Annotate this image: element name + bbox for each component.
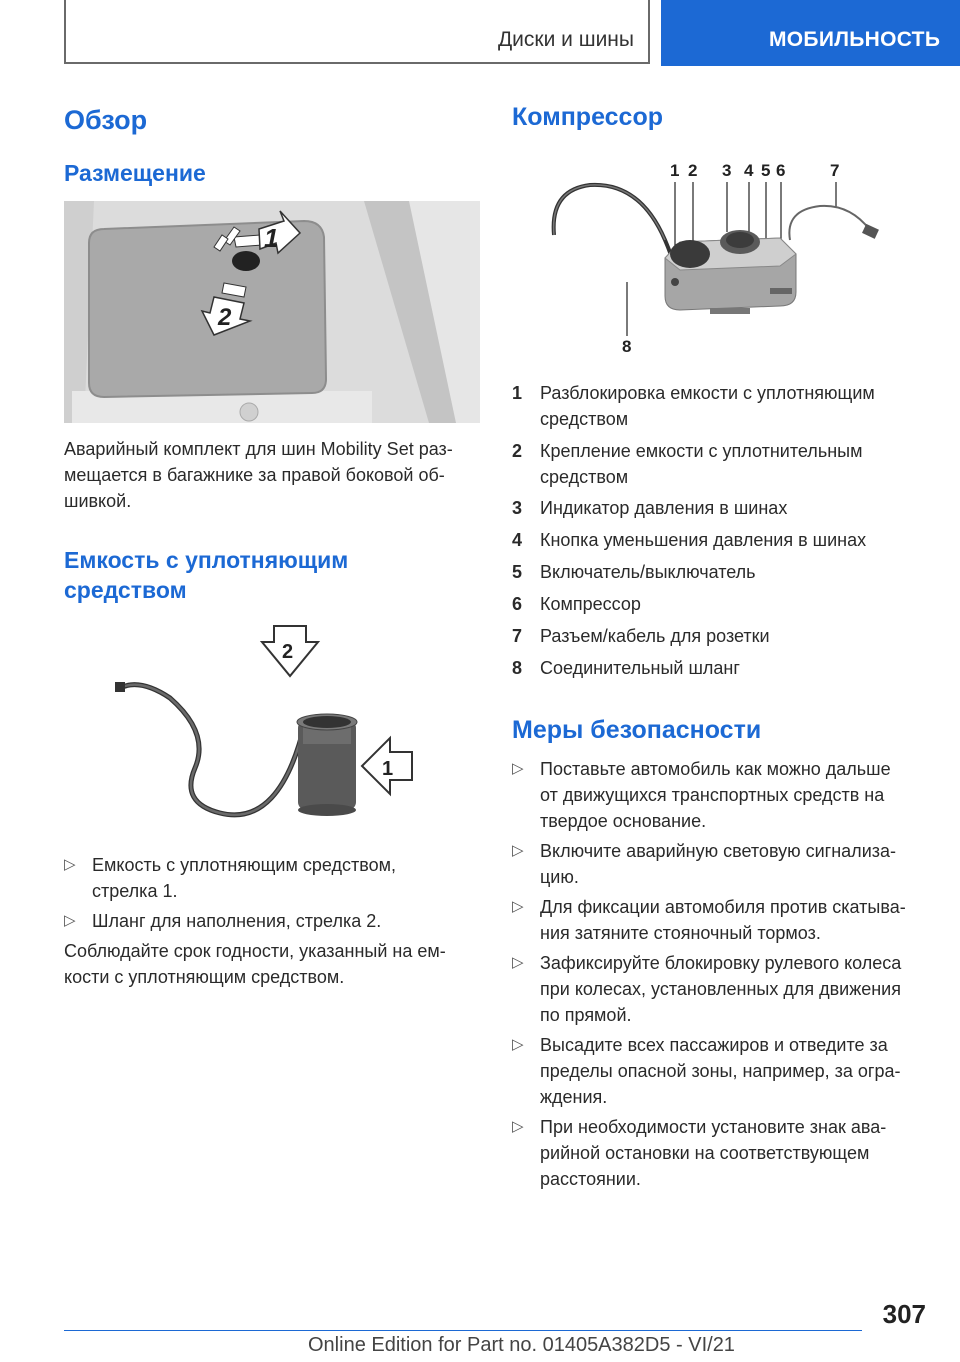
safety-bullet	[512, 1114, 942, 1192]
legend-item	[512, 438, 932, 490]
legend-line: Компрессор	[540, 594, 641, 614]
bullet-line: Зафиксируйте блокировку рулевого колеса	[540, 953, 902, 973]
section-title-safety: Меры безопасности	[512, 716, 762, 744]
bullet-line: ния затяните стояночный тормоз.	[540, 923, 821, 943]
paragraph-line: мещается в багажнике за правой боковой об-	[64, 465, 445, 485]
heading-line: средством	[64, 577, 187, 603]
safety-bullet	[512, 894, 942, 946]
legend-item	[512, 655, 932, 681]
legend-number: 2	[512, 441, 523, 461]
trunk-label-2: 2	[218, 304, 232, 331]
legend-number: 3	[512, 498, 523, 518]
bullet-line: по прямой.	[540, 1005, 632, 1025]
bullet-line: Включите аварийную световую сигнализа-	[540, 841, 897, 861]
container-label-1: 1	[382, 758, 394, 780]
paragraph-line: кости с уплотняющим средством.	[64, 967, 345, 987]
legend-number: 1	[512, 383, 523, 403]
bullet-triangle-icon: ▷	[512, 898, 524, 915]
compressor-label-1: 1	[670, 161, 680, 180]
bullet-line: твердое основание.	[540, 811, 707, 831]
bullet-line: При необходимости установите знак ава-	[540, 1117, 887, 1137]
bullet-line: Поставьте автомобиль как можно дальше	[540, 759, 891, 779]
bullet-line: Шланг для наполнения, стрелка 2.	[92, 911, 382, 931]
legend-line: Разъем/кабель для розетки	[540, 626, 770, 646]
bullet-triangle-icon: ▷	[512, 954, 524, 971]
legend-number: 6	[512, 594, 523, 614]
legend-line: Крепление емкости с уплотнительным	[540, 441, 863, 461]
bullet-triangle-icon: ▷	[64, 856, 76, 873]
bullet-line: стрелка 1.	[92, 881, 178, 901]
bullet-item	[64, 908, 474, 934]
legend-line: средством	[540, 409, 629, 429]
legend-item	[512, 591, 932, 617]
legend-item	[512, 623, 932, 649]
compressor-figure	[530, 150, 900, 360]
compressor-label-6: 6	[776, 161, 786, 180]
legend-line: Включатель/выключатель	[540, 562, 756, 582]
bullet-triangle-icon: ▷	[512, 842, 524, 859]
safety-bullet	[512, 838, 942, 890]
section-title-compressor: Компрессор	[512, 103, 663, 131]
bullet-line: Емкость с уплотняющим средством,	[92, 855, 396, 875]
safety-bullet	[512, 756, 942, 834]
section-title-overview: Обзор	[64, 105, 148, 135]
compressor-label-5: 5	[761, 161, 771, 180]
legend-item	[512, 527, 932, 553]
header-section: Диски и шины	[497, 28, 634, 51]
legend-number: 8	[512, 658, 523, 678]
legend-line: Разблокировка емкости с уплотняющим	[540, 383, 875, 403]
compressor-label-7: 7	[830, 161, 840, 180]
bullet-line: цию.	[540, 867, 579, 887]
legend-number: 7	[512, 626, 523, 646]
placement-paragraph	[64, 436, 453, 514]
header-box	[64, 0, 650, 64]
footer-edition: Online Edition for Part no. 01405A382D5 - VI/21	[308, 1334, 735, 1356]
legend-item	[512, 380, 932, 432]
safety-bullet	[512, 1032, 942, 1110]
page-number: 307	[882, 1299, 926, 1329]
bullet-triangle-icon: ▷	[512, 760, 524, 777]
compressor-label-8: 8	[622, 337, 632, 356]
bullet-triangle-icon: ▷	[512, 1118, 524, 1135]
trunk-label-1: 1	[264, 223, 279, 253]
header-chapter-tab[interactable]	[661, 0, 960, 66]
header-chapter: МОБИЛЬНОСТЬ	[769, 28, 941, 51]
bullet-line: пределы опасной зоны, например, за огра-	[540, 1061, 901, 1081]
expiry-paragraph	[64, 938, 446, 990]
bullet-line: расстоянии.	[540, 1169, 641, 1189]
legend-line: Соединительный шланг	[540, 658, 740, 678]
bullet-line: Для фиксации автомобиля против скатыва-	[540, 897, 906, 917]
bullet-triangle-icon: ▷	[64, 912, 76, 929]
paragraph-line: шивкой.	[64, 491, 132, 511]
legend-item	[512, 495, 932, 521]
legend-line: средством	[540, 467, 629, 487]
bullet-item	[64, 852, 474, 904]
legend-number: 4	[512, 530, 523, 550]
heading-line: Емкость с уплотняющим	[64, 547, 349, 573]
subsection-sealant-container	[64, 545, 348, 605]
trunk-figure	[64, 201, 480, 423]
legend-number: 5	[512, 562, 523, 582]
bullet-triangle-icon: ▷	[512, 1036, 524, 1053]
compressor-label-3: 3	[722, 161, 732, 180]
compressor-label-2: 2	[688, 161, 698, 180]
subsection-placement: Размещение	[64, 160, 206, 186]
bullet-line: при колесах, установленных для движения	[540, 979, 901, 999]
footer-divider	[64, 1330, 862, 1331]
container-label-2: 2	[282, 641, 294, 663]
bullet-line: рийной остановки на соответствующем	[540, 1143, 870, 1163]
legend-line: Индикатор давления в шинах	[540, 498, 788, 518]
compressor-label-4: 4	[744, 161, 754, 180]
bullet-line: от движущихся транспортных средств на	[540, 785, 885, 805]
paragraph-line: Аварийный комплект для шин Mobility Set раз-	[64, 439, 453, 459]
legend-line: Кнопка уменьшения давления в шинах	[540, 530, 867, 550]
paragraph-line: Соблюдайте срок годности, указанный на ем-	[64, 941, 446, 961]
bullet-line: ждения.	[540, 1087, 608, 1107]
legend-item	[512, 559, 932, 585]
sealant-container-figure	[100, 618, 430, 838]
bullet-line: Высадите всех пассажиров и отведите за	[540, 1035, 888, 1055]
safety-bullet	[512, 950, 942, 1028]
